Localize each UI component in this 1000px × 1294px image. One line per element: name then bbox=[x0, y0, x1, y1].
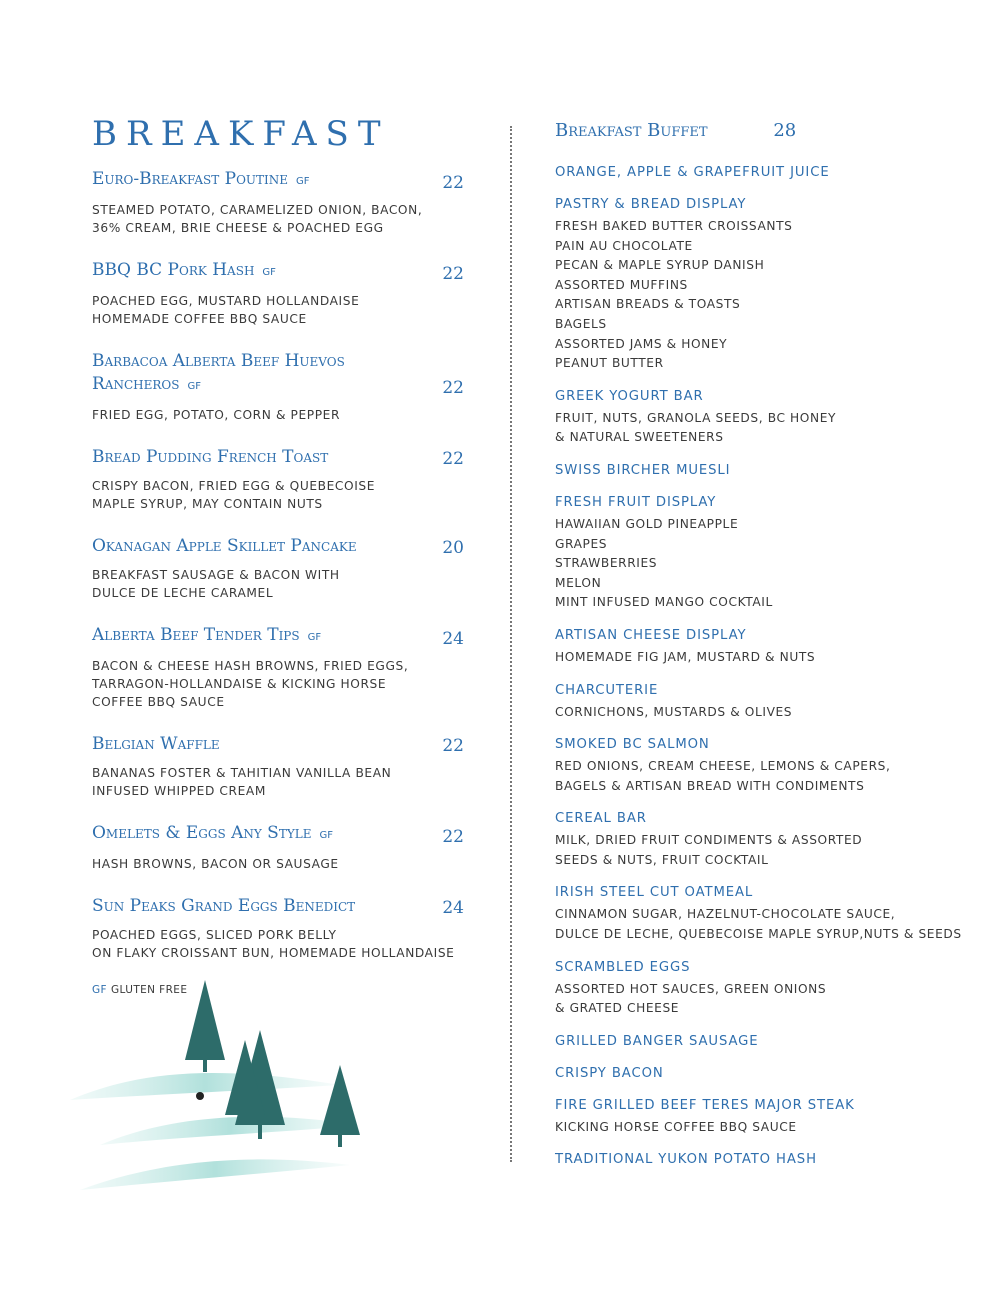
buffet-item: ASSORTED JAMS & HONEY bbox=[555, 336, 728, 351]
menu-item-description bbox=[92, 292, 472, 328]
buffet-section-items bbox=[555, 409, 955, 448]
menu-item-name-text: Alberta Beef Tender Tips bbox=[92, 625, 300, 645]
menu-item bbox=[92, 535, 472, 602]
menu-item bbox=[92, 168, 472, 237]
buffet-section-items bbox=[555, 703, 955, 723]
buffet-section-title: CEREAL BAR bbox=[555, 811, 647, 827]
buffet-sections bbox=[555, 164, 962, 1169]
buffet-item: FRUIT, NUTS, GRANOLA SEEDS, BC HONEY bbox=[555, 410, 837, 425]
buffet-item: PAIN AU CHOCOLATE bbox=[555, 238, 693, 253]
menu-item-description bbox=[92, 855, 472, 873]
description-line: 36% CREAM, BRIE CHEESE & POACHED EGG bbox=[92, 221, 384, 235]
buffet-item: MINT INFUSED MANGO COCKTAIL bbox=[555, 595, 773, 610]
description-line: POACHED EGGS, SLICED PORK BELLY bbox=[92, 928, 337, 942]
buffet-section bbox=[555, 462, 955, 480]
buffet-section bbox=[555, 682, 955, 723]
menu-item bbox=[92, 624, 472, 711]
description-line: COFFEE BBQ SAUCE bbox=[92, 695, 225, 709]
menu-item-description bbox=[92, 477, 472, 513]
menu-item-name bbox=[92, 733, 422, 756]
buffet-item: PECAN & MAPLE SYRUP DANISH bbox=[555, 258, 765, 273]
menu-item-description bbox=[92, 406, 472, 424]
buffet-item: ASSORTED MUFFINS bbox=[555, 277, 688, 292]
buffet-item: SEEDS & NUTS, FRUIT COCKTAIL bbox=[555, 852, 769, 867]
menu-item-name-text: Euro-Breakfast Poutine bbox=[92, 169, 289, 189]
buffet-section bbox=[555, 1097, 955, 1138]
menu-item-name bbox=[92, 168, 422, 193]
menu-item-name-text: Sun Peaks Grand Eggs Benedict bbox=[92, 896, 356, 916]
buffet-section-items bbox=[555, 831, 955, 870]
menu-item-header bbox=[92, 733, 472, 756]
menu-item-description bbox=[92, 566, 472, 602]
buffet-section-items bbox=[555, 1118, 955, 1138]
buffet-section-title: ARTISAN CHEESE DISPLAY bbox=[555, 627, 747, 643]
buffet-section-title: TRADITIONAL YUKON POTATO HASH bbox=[555, 1152, 817, 1168]
menu-item-description bbox=[92, 657, 472, 711]
menu-item-header bbox=[92, 259, 472, 284]
buffet-section-items bbox=[555, 515, 955, 613]
description-line: INFUSED WHIPPED CREAM bbox=[92, 784, 266, 798]
menu-item-price: 22 bbox=[442, 173, 464, 193]
description-line: DULCE DE LECHE CARAMEL bbox=[92, 586, 274, 600]
menu-item-price: 22 bbox=[442, 736, 464, 756]
menu-item-description bbox=[92, 201, 472, 237]
description-line: STEAMED POTATO, CARAMELIZED ONION, BACON, bbox=[92, 203, 423, 217]
menu-item bbox=[92, 822, 472, 873]
description-line: HOMEMADE COFFEE BBQ SAUCE bbox=[92, 312, 307, 326]
buffet-item: ARTISAN BREADS & TOASTS bbox=[555, 297, 741, 312]
buffet-section-title: ORANGE, APPLE & GRAPEFRUIT JUICE bbox=[555, 165, 830, 180]
buffet-section-title: FIRE GRILLED BEEF TERES MAJOR STEAK bbox=[555, 1097, 855, 1113]
buffet-section bbox=[555, 388, 955, 448]
menu-item-price: 22 bbox=[442, 827, 464, 847]
buffet-item: CORNICHONS, MUSTARDS & OLIVES bbox=[555, 704, 793, 719]
menu-item-price: 20 bbox=[442, 538, 464, 558]
menu-item-name bbox=[92, 350, 422, 398]
menu-item-price: 22 bbox=[442, 378, 464, 398]
buffet-item: HOMEMADE FIG JAM, MUSTARD & NUTS bbox=[555, 649, 816, 664]
buffet-title: Breakfast Buffet bbox=[555, 120, 708, 141]
buffet-section bbox=[555, 164, 955, 182]
menu-item-header bbox=[92, 535, 472, 558]
menu-item-description bbox=[92, 926, 472, 962]
buffet-section bbox=[555, 959, 955, 1019]
buffet-section bbox=[555, 736, 955, 796]
buffet-price: 28 bbox=[773, 120, 797, 141]
buffet-item: BAGELS & ARTISAN BREAD WITH CONDIMENTS bbox=[555, 778, 865, 793]
buffet-section-items bbox=[555, 217, 955, 374]
description-line: BACON & CHEESE HASH BROWNS, FRIED EGGS, bbox=[92, 659, 409, 673]
description-line: BANANAS FOSTER & TAHITIAN VANILLA BEAN bbox=[92, 766, 392, 780]
buffet-item: HAWAIIAN GOLD PINEAPPLE bbox=[555, 516, 739, 531]
menu-item bbox=[92, 259, 472, 328]
menu-item-description bbox=[92, 764, 472, 800]
menu-item-name-text: Belgian Waffle bbox=[92, 734, 220, 754]
breakfast-items bbox=[92, 168, 472, 996]
buffet-section-title: SCRAMBLED EGGS bbox=[555, 959, 691, 975]
buffet-item: PEANUT BUTTER bbox=[555, 356, 664, 371]
buffet-section bbox=[555, 810, 955, 870]
description-line: CRISPY BACON, FRIED EGG & QUEBECOISE bbox=[92, 479, 376, 493]
buffet-section bbox=[555, 1033, 955, 1051]
gluten-free-badge: GF bbox=[296, 176, 310, 187]
description-line: ON FLAKY CROISSANT BUN, HOMEMADE HOLLANDAISE bbox=[92, 946, 455, 960]
buffet-item: DULCE DE LECHE, QUEBECOISE MAPLE SYRUP,NUTS & SEEDS bbox=[555, 927, 962, 942]
menu-item-name bbox=[92, 446, 422, 469]
menu-item-header bbox=[92, 168, 472, 193]
menu-item bbox=[92, 733, 472, 800]
description-line: FRIED EGG, POTATO, CORN & PEPPER bbox=[92, 408, 341, 422]
buffet-column bbox=[555, 120, 962, 1183]
menu-item bbox=[92, 350, 472, 424]
gluten-free-badge: GF bbox=[262, 267, 276, 278]
buffet-item: GRAPES bbox=[555, 536, 608, 551]
buffet-item: MELON bbox=[555, 575, 602, 590]
buffet-section-items bbox=[555, 757, 955, 796]
buffet-section-title: CHARCUTERIE bbox=[555, 682, 659, 698]
menu-item-price: 24 bbox=[442, 629, 464, 649]
buffet-section-title: IRISH STEEL CUT OATMEAL bbox=[555, 885, 754, 901]
menu-item-name-text: Bread Pudding French Toast bbox=[92, 447, 329, 467]
buffet-section-title: GREEK YOGURT BAR bbox=[555, 388, 704, 404]
menu-item-name bbox=[92, 624, 422, 649]
buffet-item: MILK, DRIED FRUIT CONDIMENTS & ASSORTED bbox=[555, 833, 863, 848]
menu-item-price: 22 bbox=[442, 264, 464, 284]
buffet-section-items bbox=[555, 648, 955, 668]
menu-item-header bbox=[92, 895, 472, 918]
winter-trees-illustration bbox=[60, 975, 400, 1205]
buffet-section-title: CRISPY BACON bbox=[555, 1065, 664, 1081]
buffet-item: KICKING HORSE COFFEE BBQ SAUCE bbox=[555, 1119, 797, 1134]
buffet-section-title: GRILLED BANGER SAUSAGE bbox=[555, 1033, 759, 1049]
column-divider bbox=[510, 126, 512, 1162]
menu-item bbox=[92, 895, 472, 962]
menu-item-price: 24 bbox=[442, 898, 464, 918]
gluten-free-badge: GF bbox=[307, 632, 322, 643]
buffet-section bbox=[555, 1151, 955, 1169]
menu-item-name bbox=[92, 535, 422, 558]
buffet-item: & GRATED CHEESE bbox=[555, 1001, 680, 1016]
buffet-section-items bbox=[555, 905, 962, 944]
buffet-section-title: PASTRY & BREAD DISPLAY bbox=[555, 197, 747, 212]
gluten-free-badge: GF bbox=[319, 830, 334, 841]
menu-item-header bbox=[92, 446, 472, 469]
menu-item-header bbox=[92, 350, 472, 398]
menu-item-header bbox=[92, 624, 472, 649]
buffet-item: FRESH BAKED BUTTER CROISSANTS bbox=[555, 219, 793, 233]
menu-item bbox=[92, 446, 472, 513]
description-line: TARRAGON-HOLLANDAISE & KICKING HORSE bbox=[92, 677, 387, 691]
description-line: BREAKFAST SAUSAGE & BACON WITH bbox=[92, 568, 340, 582]
buffet-section-title: SWISS BIRCHER MUESLI bbox=[555, 462, 731, 478]
description-line: MAPLE SYRUP, MAY CONTAIN NUTS bbox=[92, 497, 323, 511]
buffet-item: RED ONIONS, CREAM CHEESE, LEMONS & CAPERS, bbox=[555, 759, 891, 774]
buffet-section-items bbox=[555, 980, 955, 1019]
menu-item-name bbox=[92, 259, 422, 284]
buffet-item: BAGELS bbox=[555, 316, 607, 331]
gluten-free-badge: GF bbox=[187, 381, 201, 392]
buffet-section bbox=[555, 884, 962, 944]
menu-item-price: 22 bbox=[442, 449, 464, 469]
legend-text: GLUTEN FREE bbox=[110, 984, 188, 996]
menu-item-name bbox=[92, 822, 422, 847]
menu-item-name-text: Omelets & Eggs Any Style bbox=[92, 823, 312, 843]
menu-item-name bbox=[92, 895, 422, 918]
buffet-section-title: SMOKED BC SALMON bbox=[555, 737, 710, 753]
description-line: POACHED EGG, MUSTARD HOLLANDAISE bbox=[92, 294, 360, 308]
buffet-item: ASSORTED HOT SAUCES, GREEN ONIONS bbox=[555, 981, 827, 996]
buffet-item: & NATURAL SWEETENERS bbox=[555, 430, 724, 445]
menu-item-header bbox=[92, 822, 472, 847]
buffet-section bbox=[555, 627, 955, 668]
buffet-item: CINNAMON SUGAR, HAZELNUT-CHOCOLATE SAUCE, bbox=[555, 907, 896, 922]
buffet-section bbox=[555, 494, 955, 613]
menu-item-name-text: Barbacoa Alberta Beef Huevos Rancheros bbox=[92, 351, 345, 394]
menu-item-name-text: Okanagan Apple Skillet Pancake bbox=[92, 536, 357, 556]
legend-abbr: GF bbox=[92, 984, 107, 996]
buffet-section bbox=[555, 1065, 955, 1083]
buffet-section bbox=[555, 196, 955, 374]
buffet-header bbox=[555, 120, 955, 164]
menu-item-name-text: BBQ BC Pork Hash bbox=[92, 260, 255, 280]
description-line: HASH BROWNS, BACON OR SAUSAGE bbox=[92, 857, 339, 871]
menu-title: BREAKFAST bbox=[92, 114, 390, 154]
buffet-item: STRAWBERRIES bbox=[555, 556, 658, 571]
buffet-section-title: FRESH FRUIT DISPLAY bbox=[555, 494, 717, 510]
